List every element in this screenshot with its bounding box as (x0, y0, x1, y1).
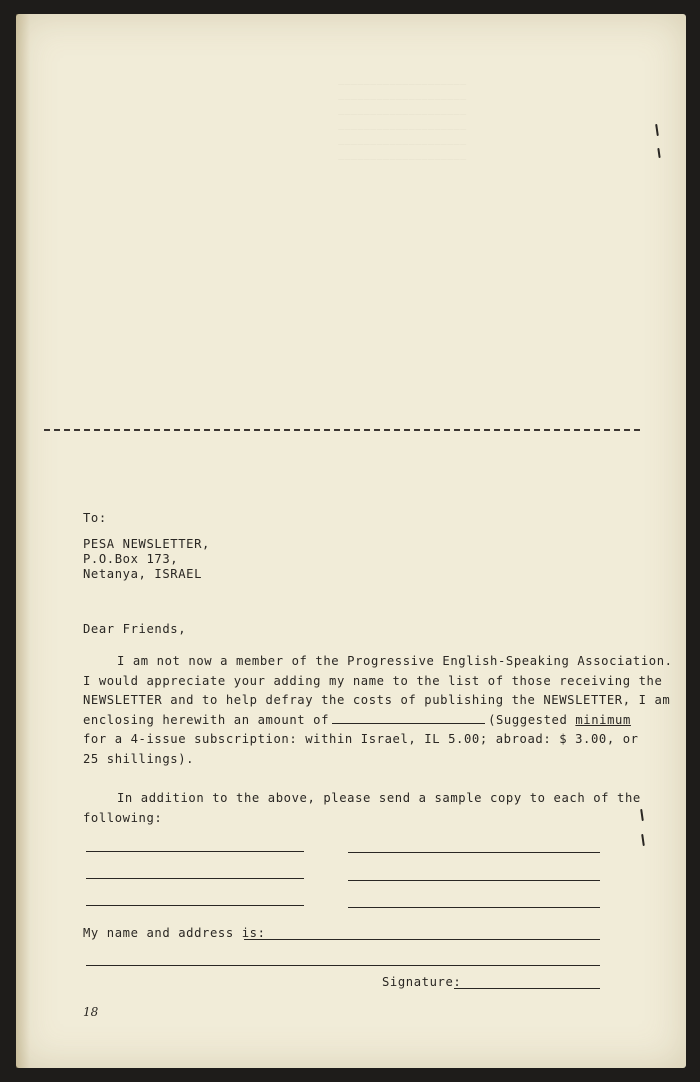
body-line: for a 4-issue subscription: within Israel, IL 5.00; abroad: $ 3.00, or (83, 732, 639, 746)
recipient-line-right-2[interactable] (348, 880, 600, 881)
body-line (83, 711, 673, 731)
recipient-address (83, 537, 210, 582)
margin-mark (655, 124, 659, 136)
body-line: NEWSLETTER and to help defray the costs of publishing the NEWSLETTER, I am (83, 693, 671, 707)
recipient-line-left-3[interactable] (86, 905, 304, 906)
greeting: Dear Friends, (83, 622, 187, 636)
addition-line: In addition to the above, please send a sample copy to each of the (117, 791, 641, 805)
name-address-line-1[interactable] (244, 939, 600, 940)
page-edge-shade (16, 14, 30, 1068)
body-line: 25 shillings). (83, 751, 195, 766)
recipient-line-left-1[interactable] (86, 851, 304, 852)
to-label: To: (83, 511, 107, 525)
address-line: Netanya, ISRAEL (83, 567, 203, 581)
recipient-line-right-3[interactable] (348, 907, 600, 908)
recipient-line-left-2[interactable] (86, 878, 304, 879)
minimum-emphasis: minimum (575, 712, 631, 727)
body-text: enclosing herewith an amount of (83, 712, 330, 727)
name-address-line-2[interactable] (86, 965, 600, 966)
page-number: 18 (83, 1005, 99, 1019)
body-text: (Suggested (488, 712, 576, 727)
body-line: I am not now a member of the Progressive English-Speaking Association. (117, 654, 673, 668)
body-line: I would appreciate your adding my name to the list of those receiving the (83, 673, 663, 688)
margin-mark (657, 148, 660, 158)
address-line: P.O.Box 173, (83, 552, 179, 566)
letter-body (83, 652, 673, 769)
amount-field[interactable] (332, 713, 485, 724)
addition-line: following: (83, 810, 163, 825)
margin-mark (641, 834, 645, 846)
name-address-label: My name and address is: (83, 926, 266, 940)
signature-line[interactable] (454, 988, 600, 989)
signature-label: Signature: (382, 975, 462, 989)
recipient-line-right-1[interactable] (348, 852, 600, 853)
bleed-through-text: ____________________ ____________________ ____________________ ____________________ ____________________ ____________________ (338, 74, 467, 160)
address-line: PESA NEWSLETTER, (83, 537, 210, 551)
form-page (16, 14, 686, 1068)
cut-line (44, 429, 640, 431)
addition-paragraph (83, 789, 641, 828)
